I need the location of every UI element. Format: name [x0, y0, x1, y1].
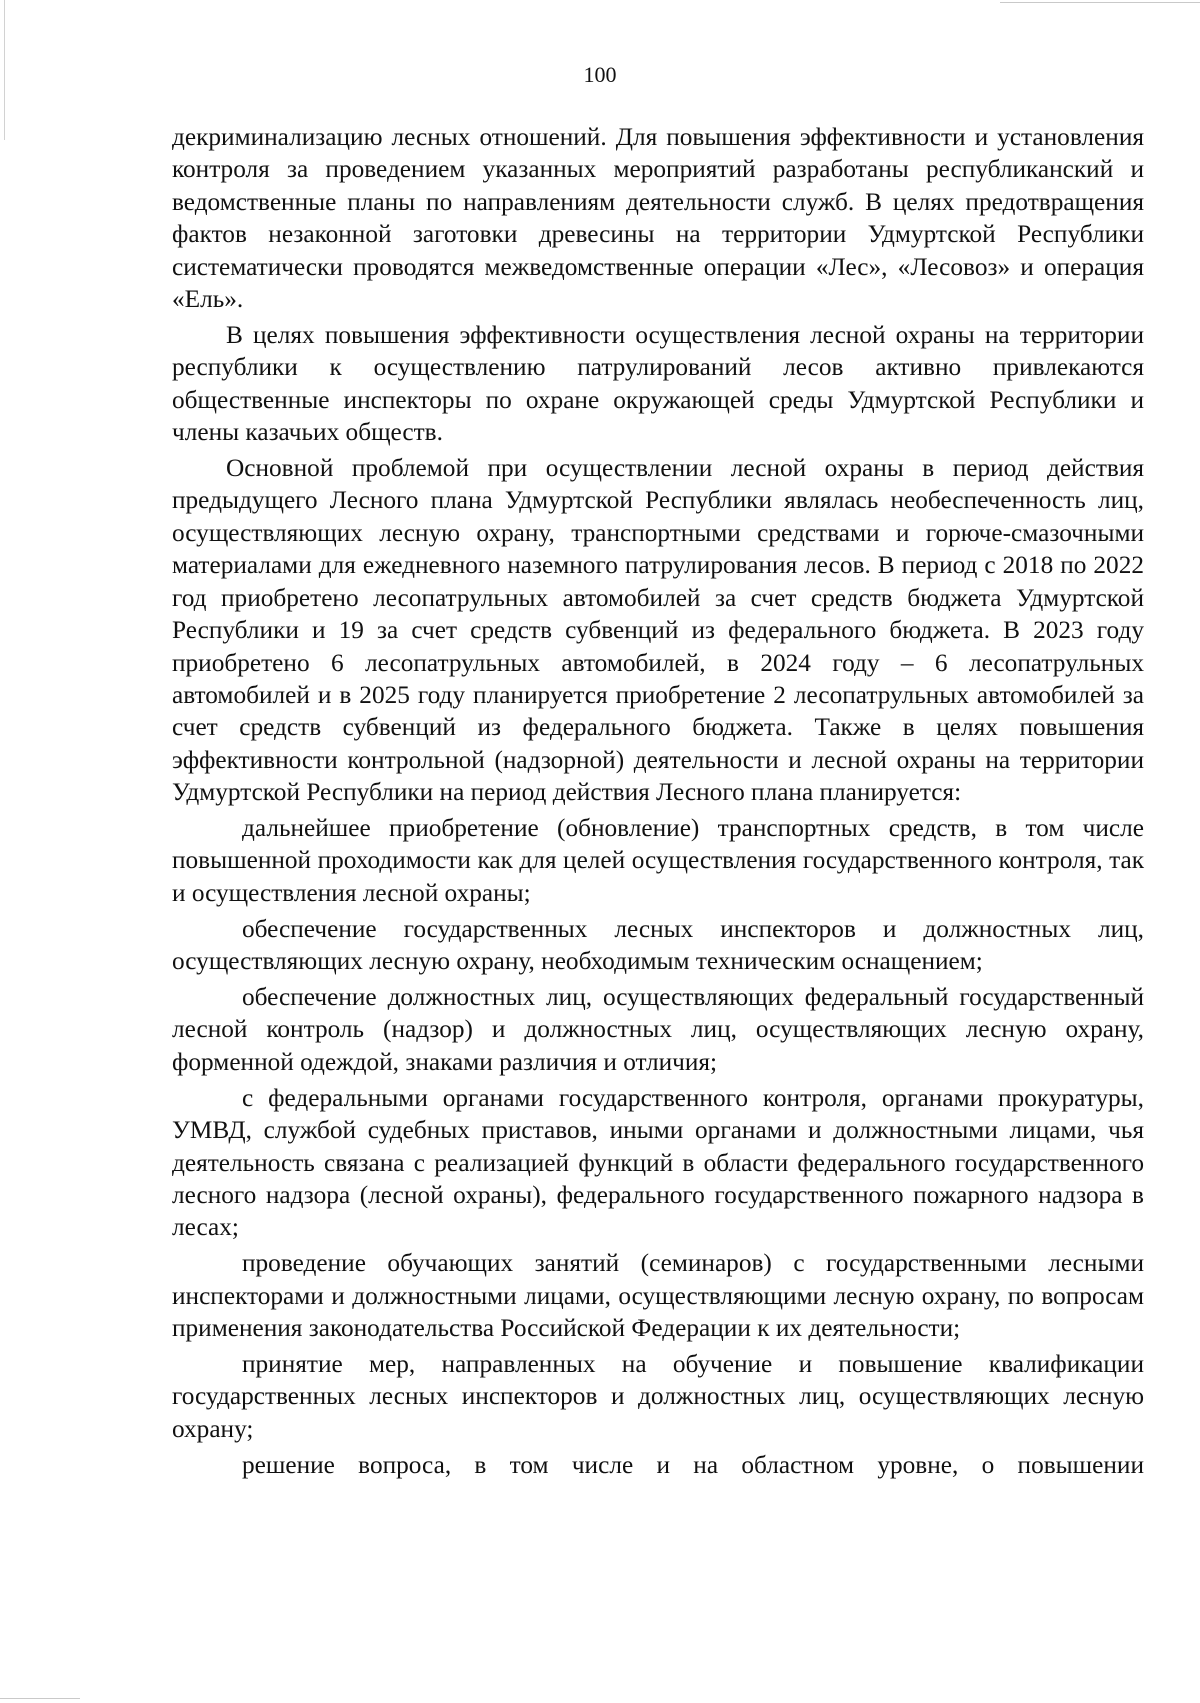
list-item-uniforms: обеспечение должностных лиц, осуществляющих федеральный государственный лесной контроль (надзор) и должностных лиц, осуществляющих лесную охрану, форменной одеждой, знаками различия и отличия; [172, 983, 1144, 1076]
paragraph-main-problem: Основной проблемой при осуществлении лесной охраны в период действия предыдущего Лесного плана Удмуртской Республики являлась необеспеченность лиц, осуществляющих лесную охрану, транспортными средствами и горюче-смазочными материалами для ежедневного наземного патрулирования лесов. В период с 2018 по 2022 год приобретено лесопатрульных автомобилей за счет средств бюджета Удмуртской Республики и 19 за счет средств субвенций из федерального бюджета. В 2023 году приобретено 6 лесопатрульных автомобилей, в 2024 году – 6 лесопатрульных автомобилей и в 2025 году планируется приобретение 2 лесопатрульных автомобилей за счет средств субвенций из федерального бюджета. Также в целях повышения эффективности контрольной (надзорной) деятельности и лесной охраны на территории Удмуртской Республики на период действия Лесного плана планируется: [172, 454, 1144, 807]
list-item-salary-question: решение вопроса, в том числе и на областном уровне, о повышении [242, 1450, 1144, 1479]
page-number: 100 [583, 62, 617, 87]
document-body [172, 121, 1144, 1481]
list-item-seminars: проведение обучающих занятий (семинаров) с государственными лесными инспекторами и должностными лицами, осуществляющими лесную охрану, по вопросам применения законодательства Российской Федерации к их деятельности; [172, 1249, 1144, 1343]
scan-edge-bottom [0, 1698, 80, 1699]
list-item-cooperation: с федеральными органами государственного контроля, органами прокуратуры, УМВД, службой судебных приставов, иными органами и должностными лицами, чья деятельность связана с реализацией функций в области федерального государственного лесного надзора (лесной охраны), федерального государственного пожарного надзора в лесах; [172, 1083, 1144, 1242]
scan-edge-top [1000, 2, 1200, 3]
paragraph-public-inspectors: В целях повышения эффективности осуществления лесной охраны на территории республики к осуществлению патрулирований лесов активно привлекаются общественные инспекторы по охране окружающей среды Удмуртской Республики и члены казачьих обществ. [172, 320, 1144, 447]
list-item-training: принятие мер, направленных на обучение и повышение квалификации государственных лесных инспекторов и должностных лиц, осуществляющих лесную охрану; [172, 1350, 1144, 1443]
list-item-vehicles: дальнейшее приобретение (обновление) транспортных средств, в том числе повышенной проходимости как для целей осуществления государственного контроля, так и осуществления лесной охраны; [172, 814, 1144, 907]
paragraph-continuation: декриминализацию лесных отношений. Для повышения эффективности и установления контроля за проведением указанных мероприятий разработаны республиканский и ведомственные планы по направлениям деятельности служб. В целях предотвращения фактов незаконной заготовки древесины на территории Удмуртской Республики систематически проводятся межведомственные операции «Лес», «Лесовоз» и операция «Ель». [172, 123, 1144, 314]
list-item-equipment: обеспечение государственных лесных инспекторов и должностных лиц, осуществляющих лесную охрану, необходимым техническим оснащением; [172, 914, 1144, 976]
